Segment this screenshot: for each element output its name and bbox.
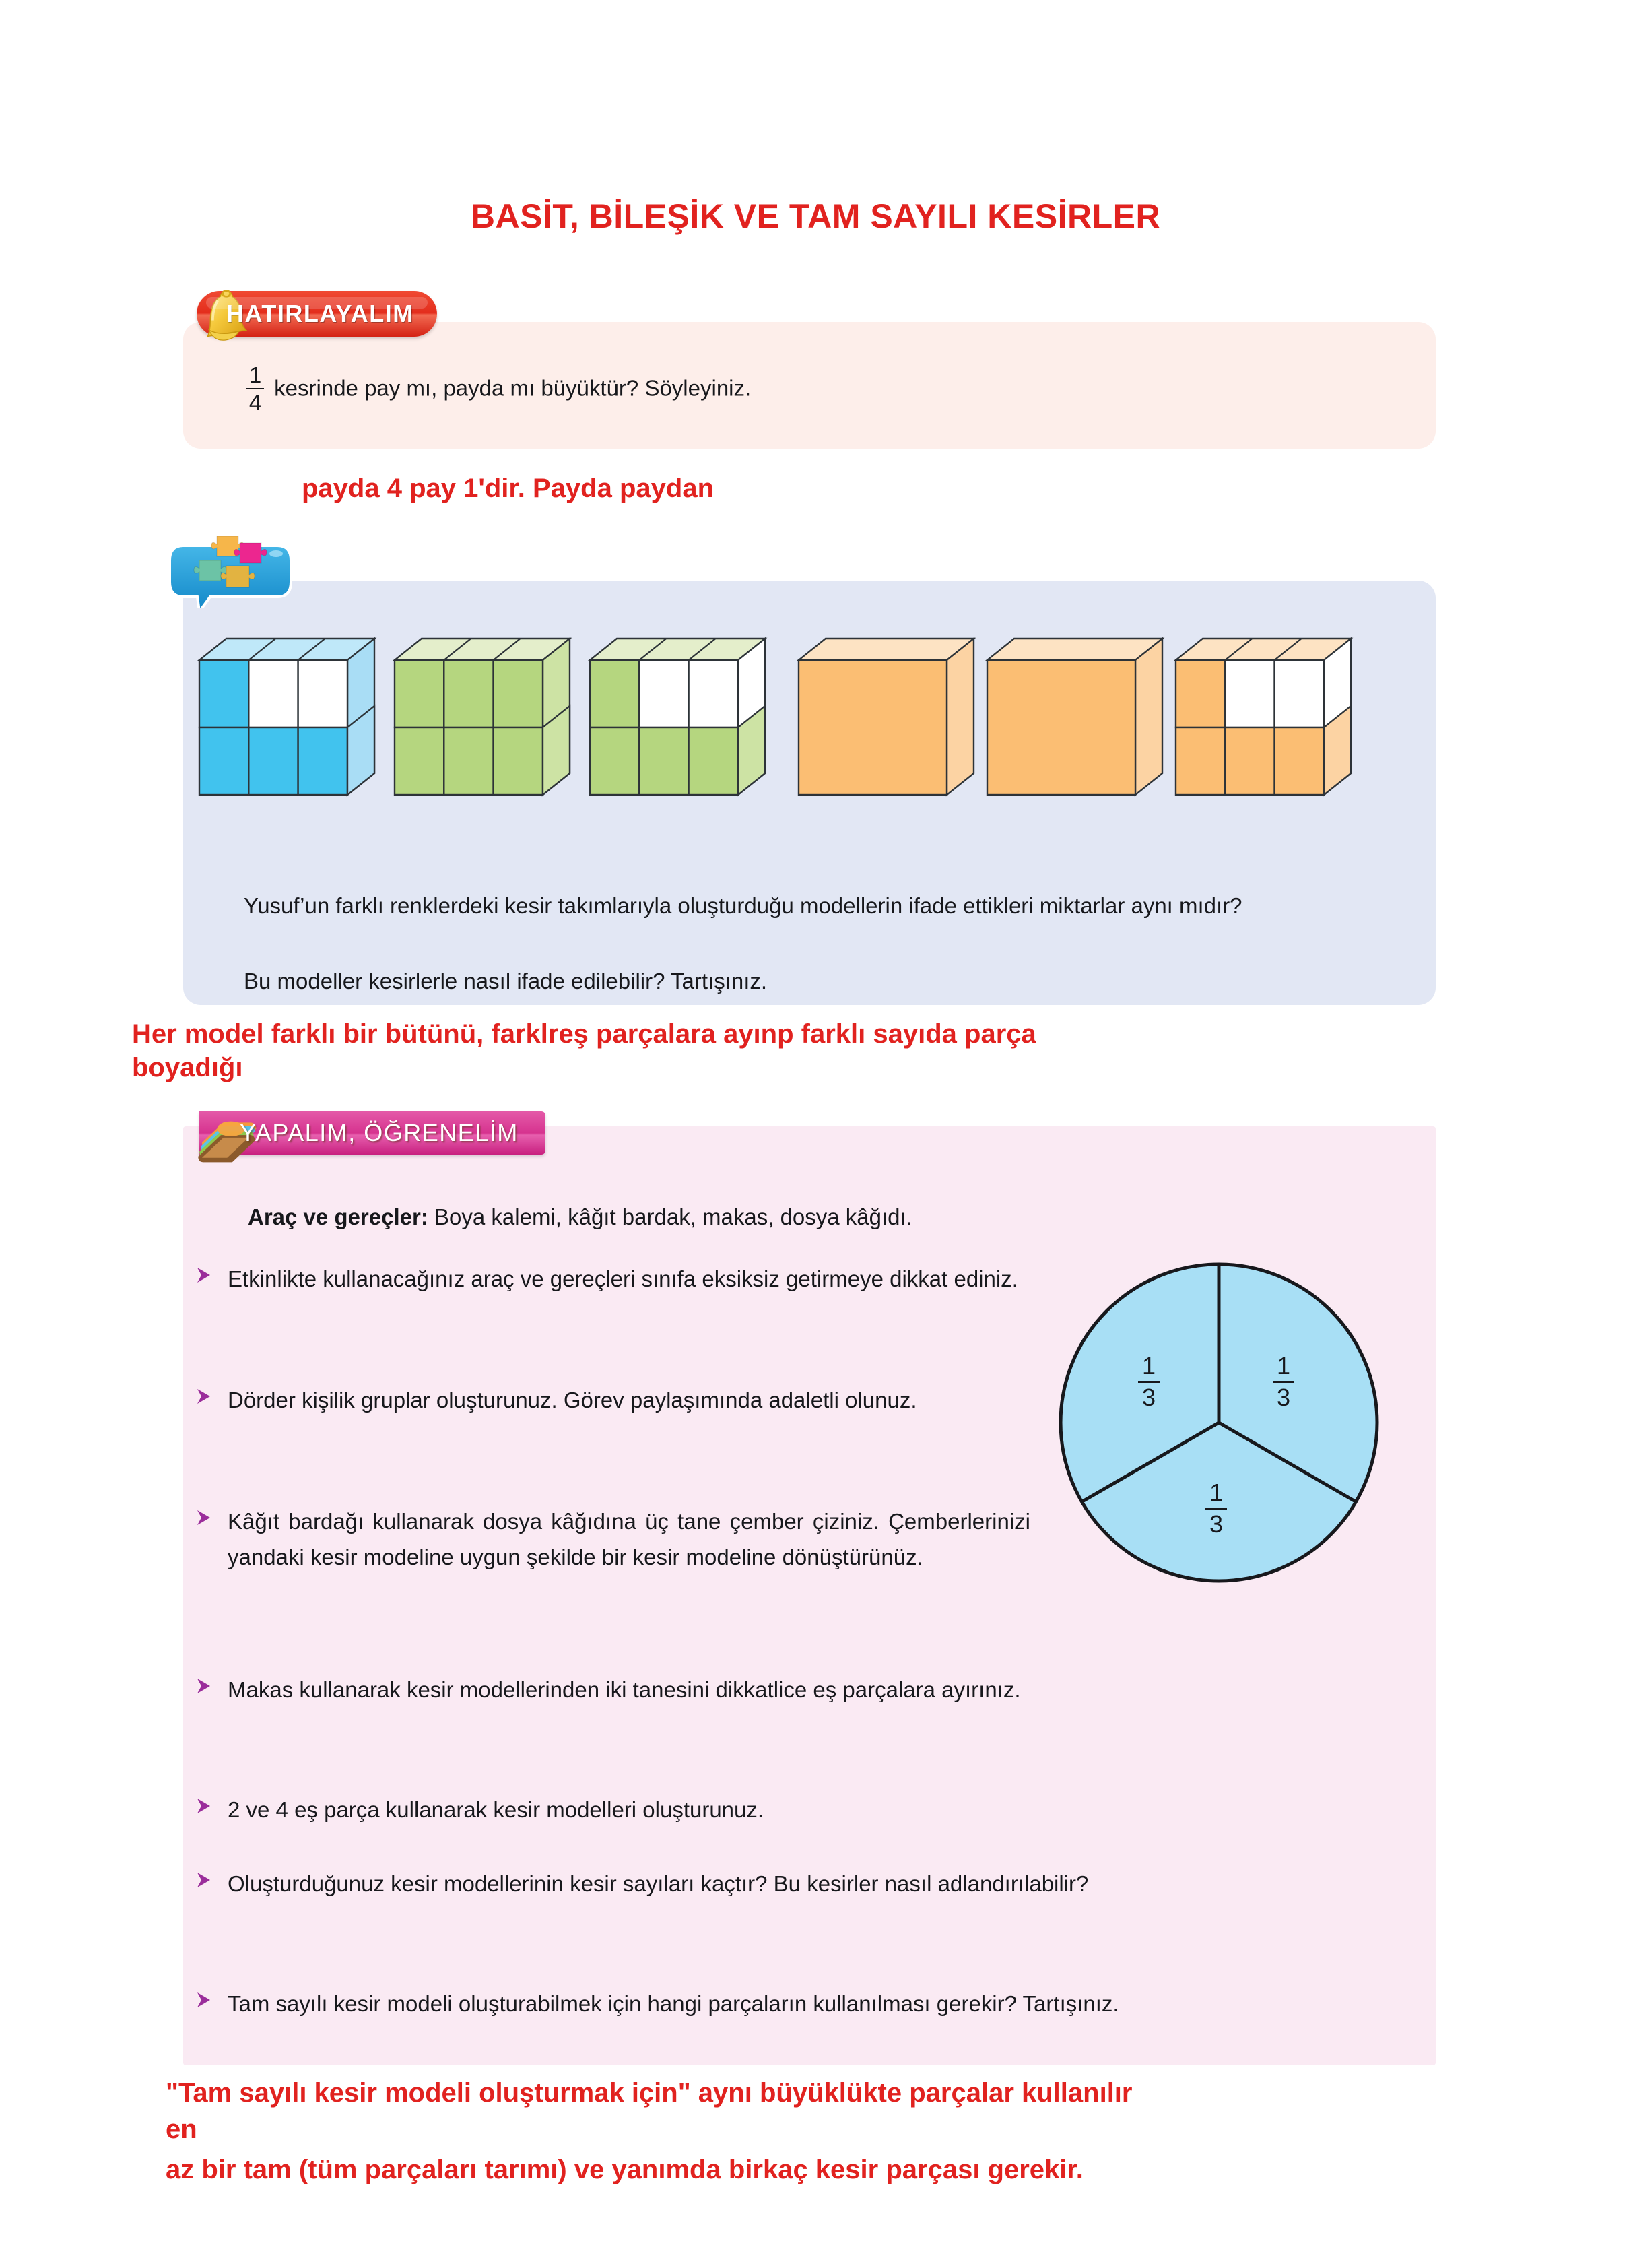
arrow-bullet-icon <box>195 1792 218 1827</box>
fraction-block-models <box>194 626 1399 808</box>
discuss-paragraph-1: Yusuf’un farklı renklerdeki kesir takımlarıyla oluşturduğu modellerin ifade ettikleri miktarlar aynı mıdır? <box>244 893 1242 918</box>
discuss-student-answer-line-1: Her model farklı bir bütünü, farklreş parçalara ayınp farklı sayıda parça <box>132 1019 1036 1049</box>
blue-block <box>199 639 374 795</box>
arrow-bullet-icon <box>195 1672 218 1708</box>
list-item <box>195 1382 1030 1418</box>
arrow-bullet-icon <box>195 1986 218 2021</box>
thirds-circle-model <box>1051 1254 1401 1605</box>
list-item <box>195 1261 1030 1297</box>
orange-block-whole-1 <box>799 639 974 795</box>
materials-text: Boya kalemi, kâğıt bardak, makas, dosya kâğıdı. <box>434 1204 912 1229</box>
arrow-bullet-icon <box>195 1261 218 1297</box>
activity-banner <box>162 1111 545 1155</box>
remember-banner <box>162 291 437 337</box>
discuss-student-answer-line-2: boyadığı <box>132 1053 243 1082</box>
activity-banner-label: YAPALIM, ÖĞRENELİM <box>240 1119 519 1146</box>
arrow-bullet-icon <box>195 1503 218 1576</box>
remember-question <box>242 362 1401 415</box>
list-item <box>195 1503 1030 1576</box>
remember-banner-label: HATIRLAYALIM <box>226 300 414 327</box>
orange-block-partial <box>1176 639 1351 795</box>
list-item <box>195 1986 1428 2021</box>
discuss-paragraph-2: Bu modeller kesirlerle nasıl ifade edilebilir? Tartışınız. <box>244 969 768 994</box>
orange-block-whole-2 <box>987 639 1162 795</box>
list-item-text: Makas kullanarak kesir modellerinden iki tanesini dikkatlice eş parçalara ayırınız. <box>228 1677 1021 1702</box>
list-item-text: Dörder kişilik gruplar oluşturunuz. Görev paylaşımında adaletli olunuz. <box>228 1388 917 1413</box>
list-item <box>195 1672 1428 1708</box>
bottom-answer-line-1: "Tam sayılı kesir modeli oluşturmak için" aynı büyüklükte parçalar kullanılır <box>166 2078 1133 2108</box>
bottom-answer-line-2: en <box>166 2114 197 2144</box>
slice-label-left: 1 3 <box>1138 1354 1160 1410</box>
slice-label-bottom: 1 3 <box>1205 1481 1227 1536</box>
green-block-full <box>395 639 570 795</box>
materials-label: Araç ve gereçler: <box>248 1204 428 1229</box>
list-item <box>195 1792 1428 1827</box>
slice-label-right: 1 3 <box>1273 1354 1294 1410</box>
fraction-one-fourth: $\frac{1}{4}$ <box>246 364 264 414</box>
list-item-text: Oluşturduğunuz kesir modellerinin kesir sayıları kaçtır? Bu kesirler nasıl adlandırılabilir? <box>228 1871 1089 1896</box>
list-item-text: Tam sayılı kesir modeli oluşturabilmek için hangi parçaların kullanılması gerekir? Tartışınız. <box>228 1991 1119 2016</box>
green-block-partial <box>590 639 765 795</box>
materials-line <box>248 1199 1393 1235</box>
remember-question-text: kesrinde pay mı, payda mı büyüktür? Söyleyiniz. <box>274 375 752 401</box>
list-item <box>195 1866 1428 1902</box>
list-item-text: 2 ve 4 eş parça kullanarak kesir modelleri oluşturunuz. <box>228 1797 764 1822</box>
arrow-bullet-icon <box>195 1382 218 1418</box>
remember-student-answer: payda 4 pay 1'dir. Payda paydan <box>302 474 714 503</box>
list-item-text: Etkinlikte kullanacağınız araç ve gereçleri sınıfa eksiksiz getirmeye dikkat ediniz. <box>228 1266 1018 1291</box>
bottom-answer-line-3: az bir tam (tüm parçaları tarımı) ve yanımda birkaç kesir parçası gerekir. <box>166 2155 1084 2184</box>
list-item-text: Kâğıt bardağı kullanarak dosya kâğıdına üç tane çember çiziniz. Çemberlerinizi yandaki kesir modeline uygun şekilde bir kesir modeline dönüştürünüz. <box>228 1509 1030 1570</box>
puzzle-speech-bubble-icon <box>168 533 317 608</box>
page-title: BASİT, BİLEŞİK VE TAM SAYILI KESİRLER <box>470 197 1161 235</box>
arrow-bullet-icon <box>195 1866 218 1902</box>
